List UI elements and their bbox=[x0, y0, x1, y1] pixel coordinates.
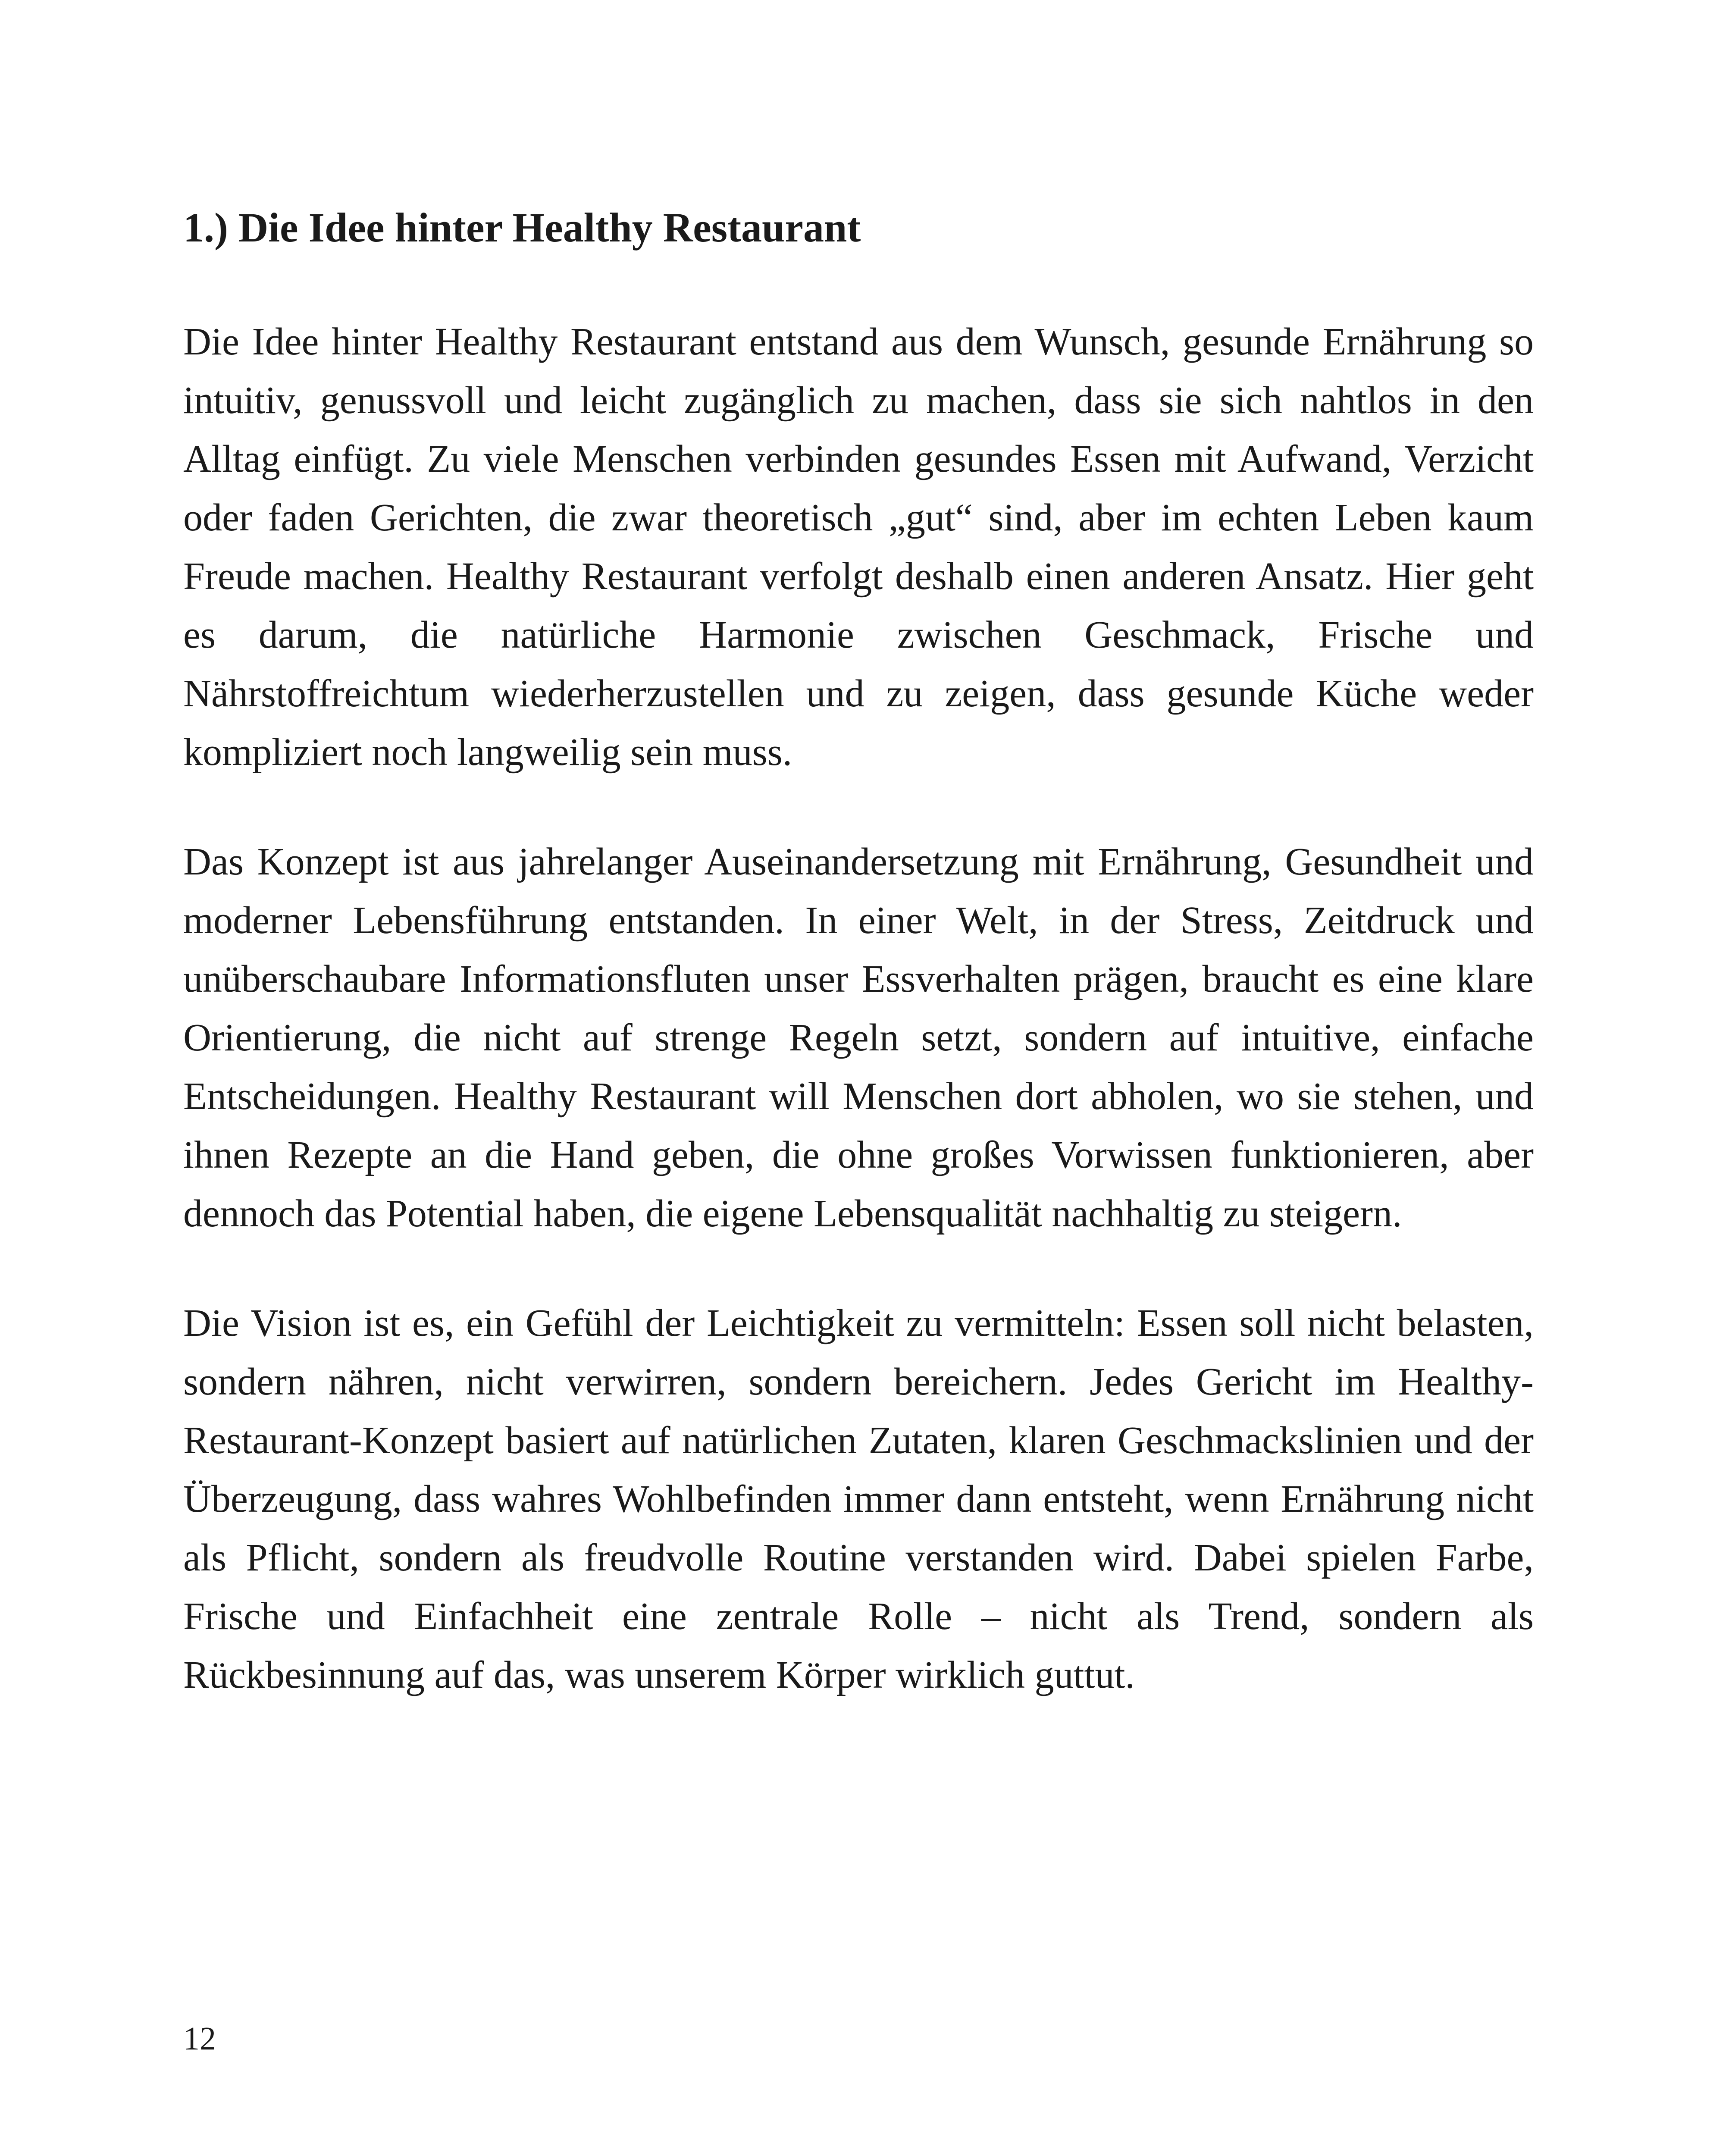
page-content bbox=[183, 203, 1534, 1755]
paragraph-3: Die Vision ist es, ein Gefühl der Leichtigkeit zu vermitteln: Essen soll nicht belasten, sondern nähren, nicht verwirren, sondern bereichern. Jedes Gericht im Healthy-Restaurant-Konzept basiert auf natürlichen Zutaten, klaren Geschmackslinien und der Überzeugung, dass wahres Wohlbefinden immer dann entsteht, wenn Ernährung nicht als Pflicht, sondern als freudvolle Routine verstanden wird. Dabei spielen Farbe, Frische und Einfachheit eine zentrale Rolle – nicht als Trend, sondern als Rückbesinnung auf das, was unserem Körper wirklich guttut. bbox=[183, 1302, 1534, 1697]
page-number: 12 bbox=[183, 2021, 216, 2057]
paragraph-1: Die Idee hinter Healthy Restaurant entstand aus dem Wunsch, gesunde Ernährung so intuitiv, genussvoll und leicht zugänglich zu machen, dass sie sich nahtlos in den Alltag einfügt. Zu viele Menschen verbinden gesundes Essen mit Aufwand, Verzicht oder faden Gerichten, die zwar theoretisch „gut“ sind, aber im echten Leben kaum Freude machen. Healthy Restaurant verfolgt deshalb einen anderen Ansatz. Hier geht es darum, die natürliche Harmonie zwischen Geschmack, Frische und Nährstoffreichtum wiederherzustellen und zu zeigen, dass gesunde Küche weder kompliziert noch langweilig sein muss. bbox=[183, 320, 1534, 774]
paragraph-2: Das Konzept ist aus jahrelanger Auseinandersetzung mit Ernährung, Gesundheit und moderner Lebensführung entstanden. In einer Welt, in der Stress, Zeitdruck und unüberschaubare Informationsfluten unser Essverhalten prägen, braucht es eine klare Orientierung, die nicht auf strenge Regeln setzt, sondern auf intuitive, einfache Entscheidungen. Healthy Restaurant will Menschen dort abholen, wo sie stehen, und ihnen Rezepte an die Hand geben, die ohne großes Vorwissen funktionieren, aber dennoch das Potential haben, die eigene Lebensqualität nachhaltig zu steigern. bbox=[183, 840, 1534, 1235]
section-heading: 1.) Die Idee hinter Healthy Restaurant bbox=[183, 204, 861, 251]
